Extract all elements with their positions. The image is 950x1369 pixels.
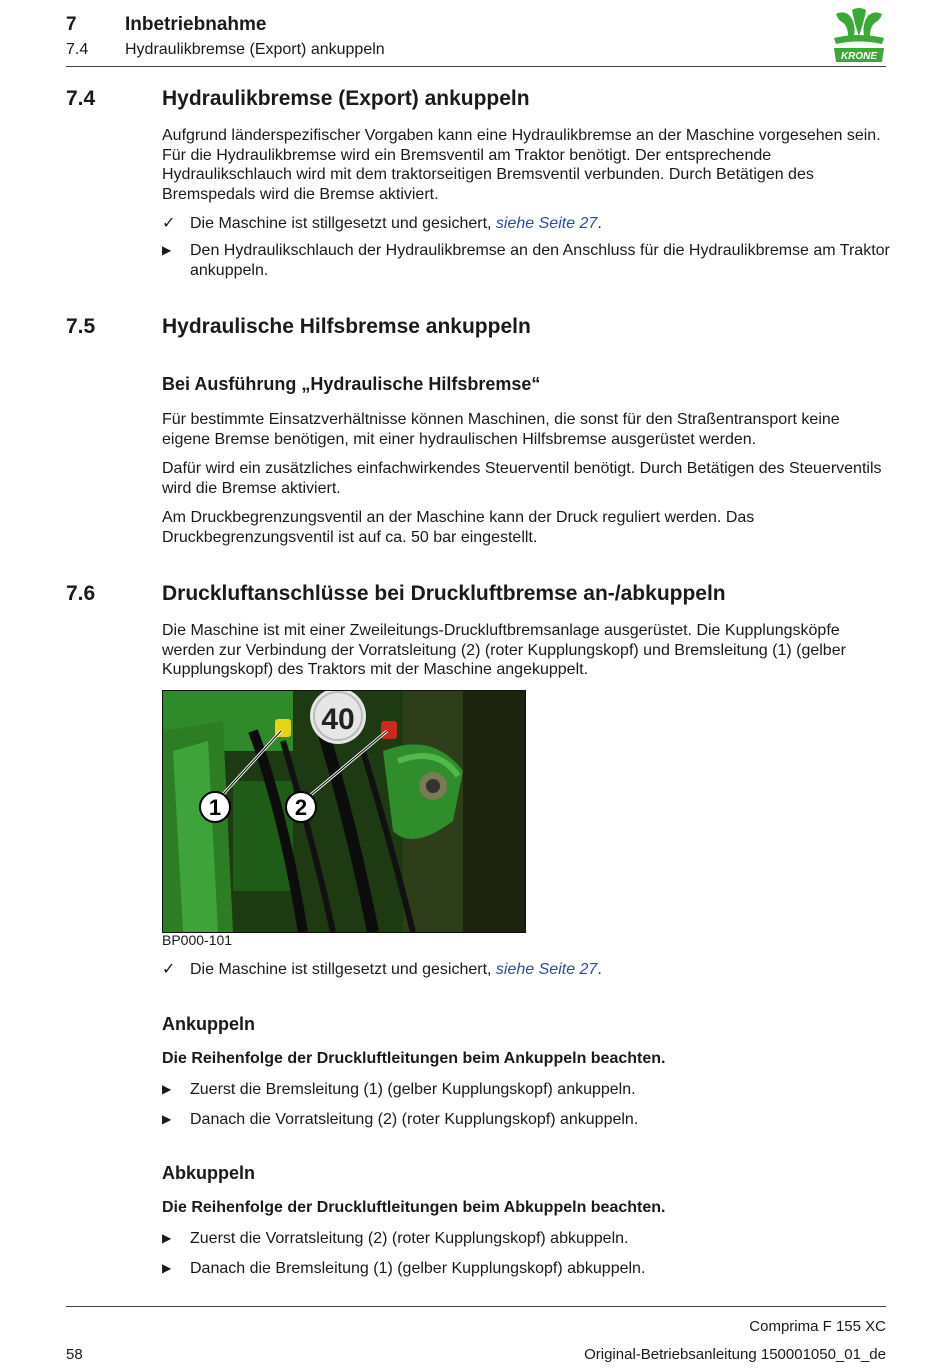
callout-1: 1 xyxy=(208,795,222,820)
paragraph-7-5-2: Dafür wird ein zusätzliches einfachwirkendes Steuerventil benötigt. Durch Betätigen des Steuerventils wird die Bremse aktiviert. xyxy=(162,460,882,497)
triangle-bullet-icon: ▶ xyxy=(162,1231,172,1245)
heading-7-6: Druckluftanschlüsse bei Druckluftbremse an-/abkuppeln xyxy=(162,582,726,605)
paragraph-7-5-3: Am Druckbegrenzungsventil an der Maschine kann der Druck reguliert werden. Das Druckbegrenzungsventil ist auf ca. 50 bar eingestellt. xyxy=(162,509,755,546)
precondition-text: Die Maschine ist stillgesetzt und gesichert, xyxy=(190,215,496,232)
section-number: 7.4 xyxy=(66,41,89,58)
footer-divider xyxy=(66,1306,886,1307)
check-icon: ✓ xyxy=(162,961,176,978)
triangle-bullet-icon: ▶ xyxy=(162,1082,172,1096)
note-abkuppeln: Die Reihenfolge der Druckluftleitungen beim Abkuppeln beachten. xyxy=(162,1199,666,1216)
chapter-number: 7 xyxy=(66,14,77,35)
callout-2: 2 xyxy=(294,795,308,820)
heading-7-5-number: 7.5 xyxy=(66,315,96,338)
note-ankuppeln: Die Reihenfolge der Druckluftleitungen beim Ankuppeln beachten. xyxy=(162,1050,666,1067)
heading-7-4-number: 7.4 xyxy=(66,87,96,110)
figure-caption: BP000-101 xyxy=(162,932,233,948)
paragraph-7-6: Die Maschine ist mit einer Zweileitungs-Druckluftbremsanlage ausgerüstet. Die Kupplungsköpfe werden zur Verbindung der Vorratsleitung (2) (roter Kupplungskopf) und Bremsleitung (1) (gelber Kupplungskopf) des Traktors mit der Maschine angekuppelt. xyxy=(162,622,846,678)
heading-7-6-number: 7.6 xyxy=(66,582,96,605)
page-link[interactable]: siehe Seite 27 xyxy=(495,961,598,978)
header-divider xyxy=(66,66,886,67)
step-text: Den Hydraulikschlauch der Hydraulikbremse an den Anschluss für die Hydraulikbremse am Traktor ankuppeln. xyxy=(190,242,890,279)
paragraph-7-5-1: Für bestimmte Einsatzverhältnisse können Maschinen, die sonst für den Straßentransport keine eigene Bremse benötigen, mit einer hydraulischen Hilfsbremse ausgerüstet werden. xyxy=(162,411,840,448)
page-link[interactable]: siehe Seite 27 xyxy=(495,215,598,232)
footer-product: Comprima F 155 XC xyxy=(749,1318,886,1335)
paragraph-7-4: Aufgrund länderspezifischer Vorgaben kann eine Hydraulikbremse an der Maschine vorgesehen sein. Für die Hydraulikbremse wird ein Bremsventil am Traktor benötigt. Der entsprechende Hydraulikschlauch wird mit dem traktorseitigen Bremsventil verbunden. Durch Betätigen des Bremspedals wird die Bremse aktiviert. xyxy=(162,127,881,203)
heading-7-5: Hydraulische Hilfsbremse ankuppeln xyxy=(162,315,531,338)
krone-logo xyxy=(830,6,888,64)
chapter-title: Inbetriebnahme xyxy=(125,14,267,35)
section-title: Hydraulikbremse (Export) ankuppeln xyxy=(125,41,385,58)
subheading-ankuppeln: Ankuppeln xyxy=(162,1014,255,1034)
figure-compressed-air-couplings xyxy=(162,690,526,933)
speed-sign-text: 40 xyxy=(321,703,355,736)
footer-page-number: 58 xyxy=(66,1346,83,1363)
check-icon: ✓ xyxy=(162,215,176,232)
triangle-bullet-icon: ▶ xyxy=(162,243,172,257)
subheading-hilfsbremse: Bei Ausführung „Hydraulische Hilfsbremse“ xyxy=(162,374,541,394)
triangle-bullet-icon: ▶ xyxy=(162,1112,172,1126)
footer-document: Original-Betriebsanleitung 150001050_01_de xyxy=(584,1346,886,1363)
subheading-abkuppeln: Abkuppeln xyxy=(162,1163,255,1183)
heading-7-4: Hydraulikbremse (Export) ankuppeln xyxy=(162,87,530,110)
logo-text: KRONE xyxy=(840,51,878,62)
precondition-text: Die Maschine ist stillgesetzt und gesichert, xyxy=(190,961,496,978)
triangle-bullet-icon: ▶ xyxy=(162,1261,172,1275)
